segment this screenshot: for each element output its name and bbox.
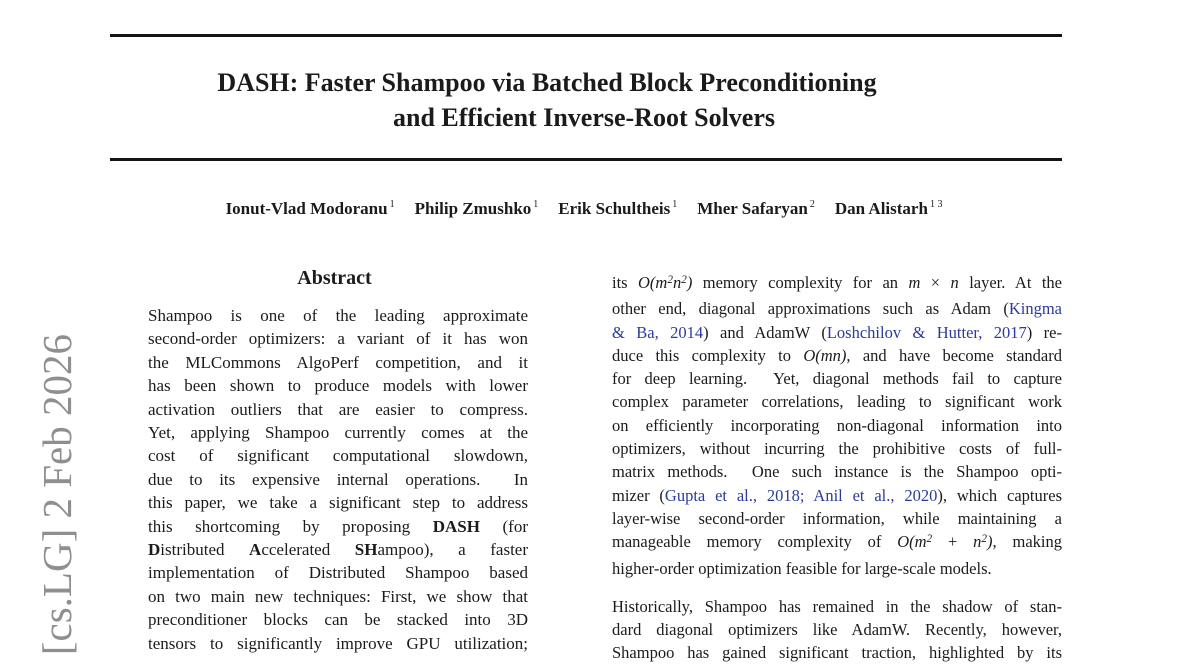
text-segment: this paper, we take a significant step to address (148, 493, 528, 513)
citation-link[interactable]: ; (799, 485, 814, 505)
text-segment: duce this complexity to (612, 345, 804, 365)
text-segment: 2 (667, 273, 673, 286)
text-line (148, 515, 528, 538)
text-line (612, 507, 1062, 530)
text-segment: 2 (926, 533, 933, 546)
text-line (148, 608, 528, 631)
text-segment: tensors to significantly improve GPU utilization; (148, 633, 528, 653)
text-line (148, 561, 528, 584)
author-name: Mher Safaryan (697, 199, 808, 218)
text-segment: layer-wise second-order information, while maintaining a (612, 508, 1062, 528)
text-segment: its (612, 273, 639, 292)
text-segment: has been shown to produce models with lower (148, 376, 528, 396)
text-segment: Shampoo has gained significant traction, highlighted by its (612, 643, 1062, 663)
author-line (110, 199, 1058, 219)
text-segment: O(m (638, 273, 668, 292)
text-segment: activation outliers that are easier to compress. (148, 399, 528, 419)
text-segment: layer. At the (958, 273, 1062, 292)
text-line (148, 444, 528, 467)
intro-paragraph-1 (612, 271, 1062, 580)
author-affiliation-sup: 1 3 (929, 199, 943, 210)
text-line (612, 530, 1062, 556)
text-segment: dard diagonal optimizers like AdamW. Recently, however, (612, 620, 1062, 640)
text-segment: Historically, Shampoo has remained in the shadow of stan- (612, 596, 1062, 616)
top-rule (110, 34, 1062, 37)
text-line (612, 367, 1062, 390)
text-segment: , making (992, 532, 1062, 552)
text-line (612, 484, 1062, 507)
text-line (612, 641, 1062, 664)
author-3 (558, 199, 677, 218)
text-segment: ) (987, 532, 993, 552)
text-segment: 2 (681, 273, 687, 286)
text-segment: ccelerated (261, 540, 355, 560)
text-segment: ), which captures (937, 485, 1062, 505)
text-segment: manageable memory complexity of (612, 532, 898, 552)
text-line (148, 304, 528, 327)
text-line (612, 344, 1062, 367)
author-5 (835, 199, 943, 218)
author-2 (415, 199, 539, 218)
text-line (148, 538, 528, 561)
text-line (612, 297, 1062, 320)
author-1 (226, 199, 395, 218)
text-segment: × (920, 273, 951, 292)
citation-link[interactable]: Gupta et al., 2018 (664, 485, 800, 505)
author-name: Ionut-Vlad Modoranu (225, 199, 388, 218)
text-segment: n (672, 273, 682, 292)
text-line (612, 321, 1062, 344)
text-segment: mizer ( (612, 485, 665, 505)
text-line (148, 491, 528, 514)
text-segment: the MLCommons AlgoPerf competition, and it (148, 352, 528, 372)
author-4 (697, 199, 815, 218)
paper-title-line-1: DASH: Faster Shampoo via Batched Block Preconditioning (217, 68, 877, 97)
author-affiliation-sup: 2 (809, 199, 815, 210)
citation-link[interactable]: & Ba, 2014 (612, 322, 704, 342)
author-affiliation-sup: 1 (389, 199, 395, 210)
text-segment: n (973, 532, 982, 552)
text-segment: , and have become standard (846, 345, 1062, 365)
author-name: Erik Schultheis (558, 199, 671, 218)
text-segment: this shortcoming by proposing (148, 516, 433, 536)
text-line (148, 585, 528, 608)
text-line (148, 468, 528, 491)
text-segment: cost of significant computational slowdown, (148, 446, 528, 466)
text-segment: A (249, 540, 262, 560)
text-line (148, 398, 528, 421)
paper-title-line-2: and Efficient Inverse-Root Solvers (392, 103, 775, 132)
text-segment: ) re- (1026, 322, 1062, 342)
text-segment: SH (354, 540, 378, 560)
text-segment: ampoo), a faster (377, 540, 528, 560)
text-segment: other end, diagonal approximations such as Adam ( (612, 299, 1009, 319)
text-line (148, 632, 528, 655)
author-affiliation-sup: 1 (672, 199, 678, 210)
text-line (612, 557, 1062, 580)
title-rule (110, 158, 1062, 161)
text-segment: memory complexity for an (692, 273, 909, 292)
text-segment: ) and AdamW ( (703, 322, 827, 342)
text-segment: istributed (160, 540, 250, 560)
intro-paragraph-2 (612, 595, 1062, 665)
right-column (612, 271, 1062, 665)
text-segment: O(m (897, 532, 927, 552)
text-segment: Yet, applying Shampoo currently comes at the (148, 423, 528, 443)
text-line (612, 414, 1062, 437)
citation-link[interactable]: Anil et al., 2020 (813, 485, 938, 505)
text-segment: matrix methods. One such instance is the Shampoo opti- (612, 462, 1062, 482)
author-name: Philip Zmushko (414, 199, 532, 218)
text-segment: optimizers, without incurring the prohibitive costs of full- (612, 439, 1062, 459)
citation-link[interactable]: Loshchilov & Hutter, 2017 (826, 322, 1027, 342)
text-line (612, 460, 1062, 483)
text-line (148, 327, 528, 350)
text-segment: + (932, 532, 974, 552)
text-segment: preconditioner blocks can be stacked into 3D (148, 610, 528, 630)
author-name: Dan Alistarh (834, 199, 928, 218)
text-segment: complex parameter correlations, leading to significant work (612, 392, 1062, 412)
text-segment: DASH (432, 516, 480, 536)
text-line (612, 618, 1062, 641)
text-line (148, 351, 528, 374)
text-line (612, 595, 1062, 618)
arxiv-stamp: [cs.LG] 2 Feb 2026 (34, 334, 80, 656)
text-line (612, 271, 1062, 297)
text-segment: implementation of Distributed Shampoo based (148, 563, 528, 583)
text-segment: m (908, 273, 921, 292)
text-segment: (for (479, 516, 528, 536)
text-line (148, 374, 528, 397)
abstract-heading: Abstract (297, 267, 372, 289)
text-segment: 2 (981, 533, 988, 546)
text-segment: ) (686, 273, 693, 292)
text-segment: D (148, 540, 161, 560)
text-line (148, 421, 528, 444)
text-segment: second-order optimizers: a variant of it has won (148, 329, 528, 349)
text-segment: O(mn) (803, 345, 847, 365)
text-segment: for deep learning. Yet, diagonal methods fail to capture (612, 369, 1062, 389)
left-column (110, 266, 545, 655)
text-segment: Shampoo is one of the leading approximate (148, 306, 528, 325)
text-segment: on two main new techniques: First, we show that (148, 586, 528, 606)
text-segment: higher-order optimization feasible for large-scale models. (612, 558, 992, 578)
citation-link[interactable]: Kingma (1008, 299, 1062, 319)
text-segment: due to its expensive internal operations. In (148, 469, 528, 489)
text-line (612, 390, 1062, 413)
abstract-body (110, 304, 545, 655)
text-segment: n (950, 273, 959, 292)
text-line (612, 437, 1062, 460)
author-affiliation-sup: 1 (533, 199, 539, 210)
text-segment: on efficiently incorporating non-diagonal information into (612, 415, 1062, 435)
